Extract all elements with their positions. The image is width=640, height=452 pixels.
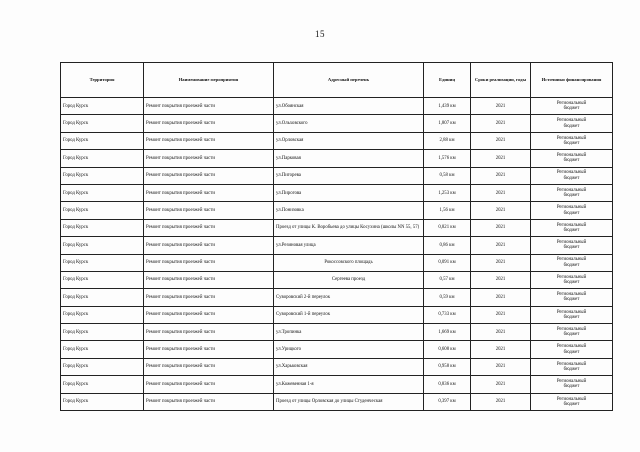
year-cell: 2021 (471, 115, 531, 132)
event-cell: Ремонт покрытия проезжей части (144, 150, 274, 167)
unit-cell: 0,836 км (424, 376, 471, 393)
event-cell: Ремонт покрытия проезжей части (144, 358, 274, 375)
source-text: бюджет (563, 401, 580, 407)
table-row (61, 202, 613, 219)
header-source: Источники финансирования (531, 63, 613, 98)
source-text: бюджет (563, 384, 580, 390)
table-row (61, 271, 613, 288)
event-cell: Ремонт покрытия проезжей части (144, 289, 274, 306)
source-cell (531, 132, 613, 149)
source-text: Региональный (556, 118, 587, 124)
address-cell: ул.Понизовка (274, 202, 424, 219)
year-cell: 2021 (471, 132, 531, 149)
table-row (61, 376, 613, 393)
source-text: бюджет (563, 245, 580, 251)
source-text: бюджет (563, 297, 580, 303)
address-cell: ул.Урицкого (274, 341, 424, 358)
table-row (61, 115, 613, 132)
source-cell (531, 341, 613, 358)
source-text: бюджет (563, 193, 580, 199)
territory-cell: Город Курск (61, 306, 144, 323)
source-text: Региональный (556, 274, 587, 280)
source-text: Региональный (556, 309, 587, 315)
header-row (61, 63, 613, 98)
source-text: Региональный (556, 344, 587, 350)
address-cell: ул.Парковая (274, 150, 424, 167)
source-cell (531, 202, 613, 219)
year-cell: 2021 (471, 219, 531, 236)
source-cell (531, 271, 613, 288)
table-row (61, 254, 613, 271)
header-term: Сроки реализации, годы (471, 63, 531, 98)
unit-cell: 1,669 км (424, 324, 471, 341)
territory-cell: Город Курск (61, 98, 144, 115)
year-cell: 2021 (471, 254, 531, 271)
territory-cell: Город Курск (61, 167, 144, 184)
unit-cell: 1,439 км (424, 98, 471, 115)
source-cell (531, 376, 613, 393)
table-row (61, 324, 613, 341)
source-cell (531, 306, 613, 323)
address-cell: Суворовский 1-й переулок (274, 306, 424, 323)
source-cell (531, 184, 613, 201)
source-text: Региональный (556, 100, 587, 106)
unit-cell: 0,57 км (424, 271, 471, 288)
source-text: бюджет (563, 210, 580, 216)
unit-cell: 0,86 км (424, 237, 471, 254)
unit-cell: 0,58 км (424, 167, 471, 184)
header-territory: Территория (61, 63, 144, 98)
source-text: бюджет (563, 140, 580, 146)
territory-cell: Город Курск (61, 202, 144, 219)
source-text: бюджет (563, 314, 580, 320)
source-text: бюджет (563, 123, 580, 129)
year-cell: 2021 (471, 237, 531, 254)
address-cell: ул.Пирогова (274, 184, 424, 201)
source-text: Региональный (556, 396, 587, 402)
unit-cell: 1,576 км (424, 150, 471, 167)
source-cell (531, 167, 613, 184)
event-cell: Ремонт покрытия проезжей части (144, 115, 274, 132)
table-row (61, 167, 613, 184)
territory-cell: Город Курск (61, 324, 144, 341)
unit-cell: 0,091 км (424, 254, 471, 271)
year-cell: 2021 (471, 289, 531, 306)
source-text: бюджет (563, 158, 580, 164)
source-text: Региональный (556, 153, 587, 159)
year-cell: 2021 (471, 393, 531, 410)
event-cell: Ремонт покрытия проезжей части (144, 237, 274, 254)
territory-cell: Город Курск (61, 115, 144, 132)
table-row (61, 393, 613, 410)
address-cell: ул.Кожевенная 1-я (274, 376, 424, 393)
address-cell: ул.Тропинка (274, 324, 424, 341)
table-row (61, 237, 613, 254)
source-text: Региональный (556, 257, 587, 263)
territory-cell: Город Курск (61, 358, 144, 375)
unit-cell: 1,253 км (424, 184, 471, 201)
source-text: Региональный (556, 135, 587, 141)
source-text: Региональный (556, 205, 587, 211)
unit-cell: 1,807 км (424, 115, 471, 132)
event-cell: Ремонт покрытия проезжей части (144, 254, 274, 271)
year-cell: 2021 (471, 324, 531, 341)
source-cell (531, 150, 613, 167)
territory-cell: Город Курск (61, 376, 144, 393)
year-cell: 2021 (471, 358, 531, 375)
table-row (61, 98, 613, 115)
source-cell (531, 237, 613, 254)
table-row (61, 306, 613, 323)
source-cell (531, 393, 613, 410)
source-text: Региональный (556, 361, 587, 367)
year-cell: 2021 (471, 167, 531, 184)
address-cell: Суворовский 2-й переулок (274, 289, 424, 306)
event-cell: Ремонт покрытия проезжей части (144, 324, 274, 341)
source-text: Региональный (556, 379, 587, 385)
address-cell: Проезд от улицы К. Воробьева до улицы Косухина (школы NN 55, 57) (274, 219, 424, 236)
source-text: бюджет (563, 262, 580, 268)
year-cell: 2021 (471, 376, 531, 393)
source-cell (531, 115, 613, 132)
territory-cell: Город Курск (61, 150, 144, 167)
territory-cell: Город Курск (61, 341, 144, 358)
table-row (61, 132, 613, 149)
unit-cell: 2,88 км (424, 132, 471, 149)
event-cell: Ремонт покрытия проезжей части (144, 98, 274, 115)
year-cell: 2021 (471, 150, 531, 167)
table-row (61, 358, 613, 375)
address-cell: Проезд от улицы Орловская до улицы Студенческая (274, 393, 424, 410)
territory-cell: Город Курск (61, 271, 144, 288)
unit-cell: 0,397 км (424, 393, 471, 410)
source-text: Региональный (556, 240, 587, 246)
header-unit: Единиц (424, 63, 471, 98)
source-text: бюджет (563, 280, 580, 286)
table-header (61, 63, 613, 98)
unit-cell: 0,958 км (424, 358, 471, 375)
source-cell (531, 98, 613, 115)
event-cell: Ремонт покрытия проезжей части (144, 202, 274, 219)
address-cell: ул.Харьковская (274, 358, 424, 375)
source-text: бюджет (563, 106, 580, 112)
year-cell: 2021 (471, 271, 531, 288)
territory-cell: Город Курск (61, 219, 144, 236)
territory-cell: Город Курск (61, 254, 144, 271)
table-row (61, 184, 613, 201)
table-row (61, 341, 613, 358)
address-cell: Сергеева проезд (274, 271, 424, 288)
page-number: 15 (315, 29, 325, 39)
year-cell: 2021 (471, 202, 531, 219)
unit-cell: 0,59 км (424, 289, 471, 306)
unit-cell: 0,821 км (424, 219, 471, 236)
territory-cell: Город Курск (61, 132, 144, 149)
source-cell (531, 254, 613, 271)
event-cell: Ремонт покрытия проезжей части (144, 393, 274, 410)
event-cell: Ремонт покрытия проезжей части (144, 306, 274, 323)
unit-cell: 0,733 км (424, 306, 471, 323)
unit-cell: 1,56 км (424, 202, 471, 219)
event-cell: Ремонт покрытия проезжей части (144, 341, 274, 358)
event-cell: Ремонт покрытия проезжей части (144, 219, 274, 236)
year-cell: 2021 (471, 341, 531, 358)
unit-cell: 0,608 км (424, 341, 471, 358)
event-cell: Ремонт покрытия проезжей части (144, 132, 274, 149)
event-cell: Ремонт покрытия проезжей части (144, 271, 274, 288)
header-event: Наименование мероприятия (144, 63, 274, 98)
source-cell (531, 219, 613, 236)
year-cell: 2021 (471, 306, 531, 323)
year-cell: 2021 (471, 98, 531, 115)
year-cell: 2021 (471, 184, 531, 201)
road-repair-table (60, 62, 613, 411)
event-cell: Ремонт покрытия проезжей части (144, 167, 274, 184)
source-text: бюджет (563, 349, 580, 355)
source-text: Региональный (556, 170, 587, 176)
table-row (61, 219, 613, 236)
source-text: Региональный (556, 292, 587, 298)
source-text: бюджет (563, 367, 580, 373)
address-cell: ул.Пигорева (274, 167, 424, 184)
header-address: Адресный перечень (274, 63, 424, 98)
event-cell: Ремонт покрытия проезжей части (144, 376, 274, 393)
source-text: бюджет (563, 332, 580, 338)
event-cell: Ремонт покрытия проезжей части (144, 184, 274, 201)
territory-cell: Город Курск (61, 184, 144, 201)
territory-cell: Город Курск (61, 393, 144, 410)
source-text: бюджет (563, 175, 580, 181)
address-cell: ул.Ольховского (274, 115, 424, 132)
source-text: Региональный (556, 187, 587, 193)
table-row (61, 289, 613, 306)
address-cell: ул.Орловская (274, 132, 424, 149)
source-text: бюджет (563, 227, 580, 233)
source-text: Региональный (556, 222, 587, 228)
table-row (61, 150, 613, 167)
table-body (61, 98, 613, 411)
source-cell (531, 324, 613, 341)
source-text: Региональный (556, 327, 587, 332)
territory-cell: Город Курск (61, 289, 144, 306)
territory-cell: Город Курск (61, 237, 144, 254)
source-cell (531, 358, 613, 375)
address-cell: ул.Обоянская (274, 98, 424, 115)
address-cell: ул.Резиновая улица (274, 237, 424, 254)
address-cell: Рокоссовского площадь (274, 254, 424, 271)
source-cell (531, 289, 613, 306)
